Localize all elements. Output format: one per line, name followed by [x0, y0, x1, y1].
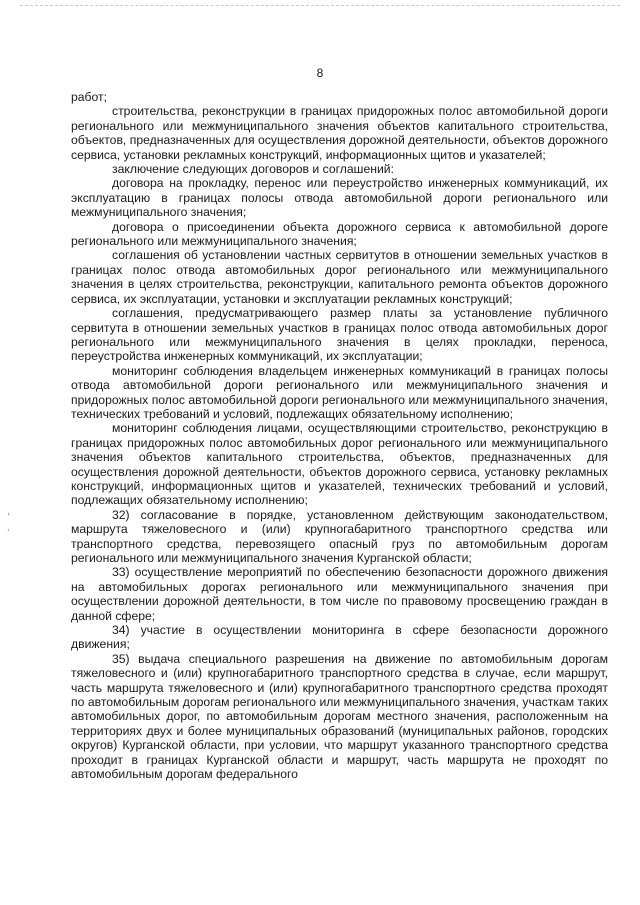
- scan-edge-artifact: [20, 5, 620, 8]
- paragraph: 32) согласование в порядке, установленном действующим законодательством, маршрута тяжеловесного и (или) крупногабаритного транспортного средства или транспортного средства, перевозящего опасный груз по автомобильным дорогам регионального или межмуниципального значения Курганской области;: [71, 507, 608, 565]
- page-number: 8: [316, 66, 324, 80]
- paragraph: 33) осуществление мероприятий по обеспечению безопасности дорожного движения на автомобильных дорогах регионального или межмуниципального значения при осуществлении дорожной деятельности, в том числе по правовому просвещению граждан в данной сфере;: [71, 565, 608, 623]
- margin-scan-mark: ׳ ,: [7, 512, 11, 532]
- paragraph: заключение следующих договоров и соглашений:: [112, 162, 394, 177]
- paragraph: 35) выдача специального разрешения на движение по автомобильным дорогам тяжеловесного и (или) крупногабаритного транспортного средства в случае, если маршрут, часть маршрута тяжеловесного и (или) крупногабаритного транспортного средства проходят по автомобильным дорогам регионального или межмуниципального значения, участкам таких автомобильных дорог, по автомобильным дорогам местного значения, расположенным на территориях двух и более муниципальных образований (муниципальных районов, городских округов) Курганской области, при условии, что маршрут указанного транспортного средства проходит в границах Курганской области и маршрут, часть маршрута не проходят по автомобильным дорогам федерального: [71, 651, 608, 782]
- paragraph: договора на прокладку, перенос или переустройство инженерных коммуникаций, их эксплуатацию в границах полосы отвода автомобильной дороги регионального или межмуниципального значения;: [71, 176, 608, 220]
- paragraph: договора о присоединении объекта дорожного сервиса к автомобильной дороге регионального или межмуниципального значения;: [71, 219, 608, 249]
- document-body: [71, 90, 608, 782]
- paragraph: мониторинг соблюдения лицами, осуществляющими строительство, реконструкцию в границах придорожных полос автомобильных дорог регионального или межмуниципального значения объектов капитального строительства, объектов, предназначенных для осуществления дорожной деятельности, объектов дорожного сервиса, установку рекламных конструкций, информационных щитов и указателей, технических требований и условий, подлежащих обязательному исполнению;: [71, 421, 608, 508]
- paragraph: строительства, реконструкции в границах придорожных полос автомобильной дороги регионального или межмуниципального значения объектов капитального строительства, объектов, предназначенных для осуществления дорожной деятельности, объектов дорожного сервиса, установки рекламных конструкций, информационных щитов и указателей;: [71, 104, 608, 162]
- paragraph: работ;: [71, 90, 108, 104]
- paragraph: соглашения об установлении частных сервитутов в отношении земельных участков в границах полос отвода автомобильных дорог регионального или межмуниципального значения в целях строительства, реконструкции, капитального ремонта объектов дорожного сервиса, их эксплуатации, установки и эксплуатации рекламных конструкций;: [71, 248, 608, 306]
- paragraph: мониторинг соблюдения владельцем инженерных коммуникаций в границах полосы отвода автомобильной дороги регионального или межмуниципального значения и придорожных полос автомобильной дороги регионального или межмуниципального значения, технических требований и условий, подлежащих обязательному исполнению;: [71, 363, 608, 421]
- paragraph: соглашения, предусматривающего размер платы за установление публичного сервитута в отношении земельных участков в границах полос отвода автомобильных дорог регионального или межмуниципального значения в целях прокладки, переноса, переустройства инженерных коммуникаций, их эксплуатации;: [71, 306, 608, 364]
- paragraph: 34) участие в осуществлении мониторинга в сфере безопасности дорожного движения;: [71, 623, 608, 652]
